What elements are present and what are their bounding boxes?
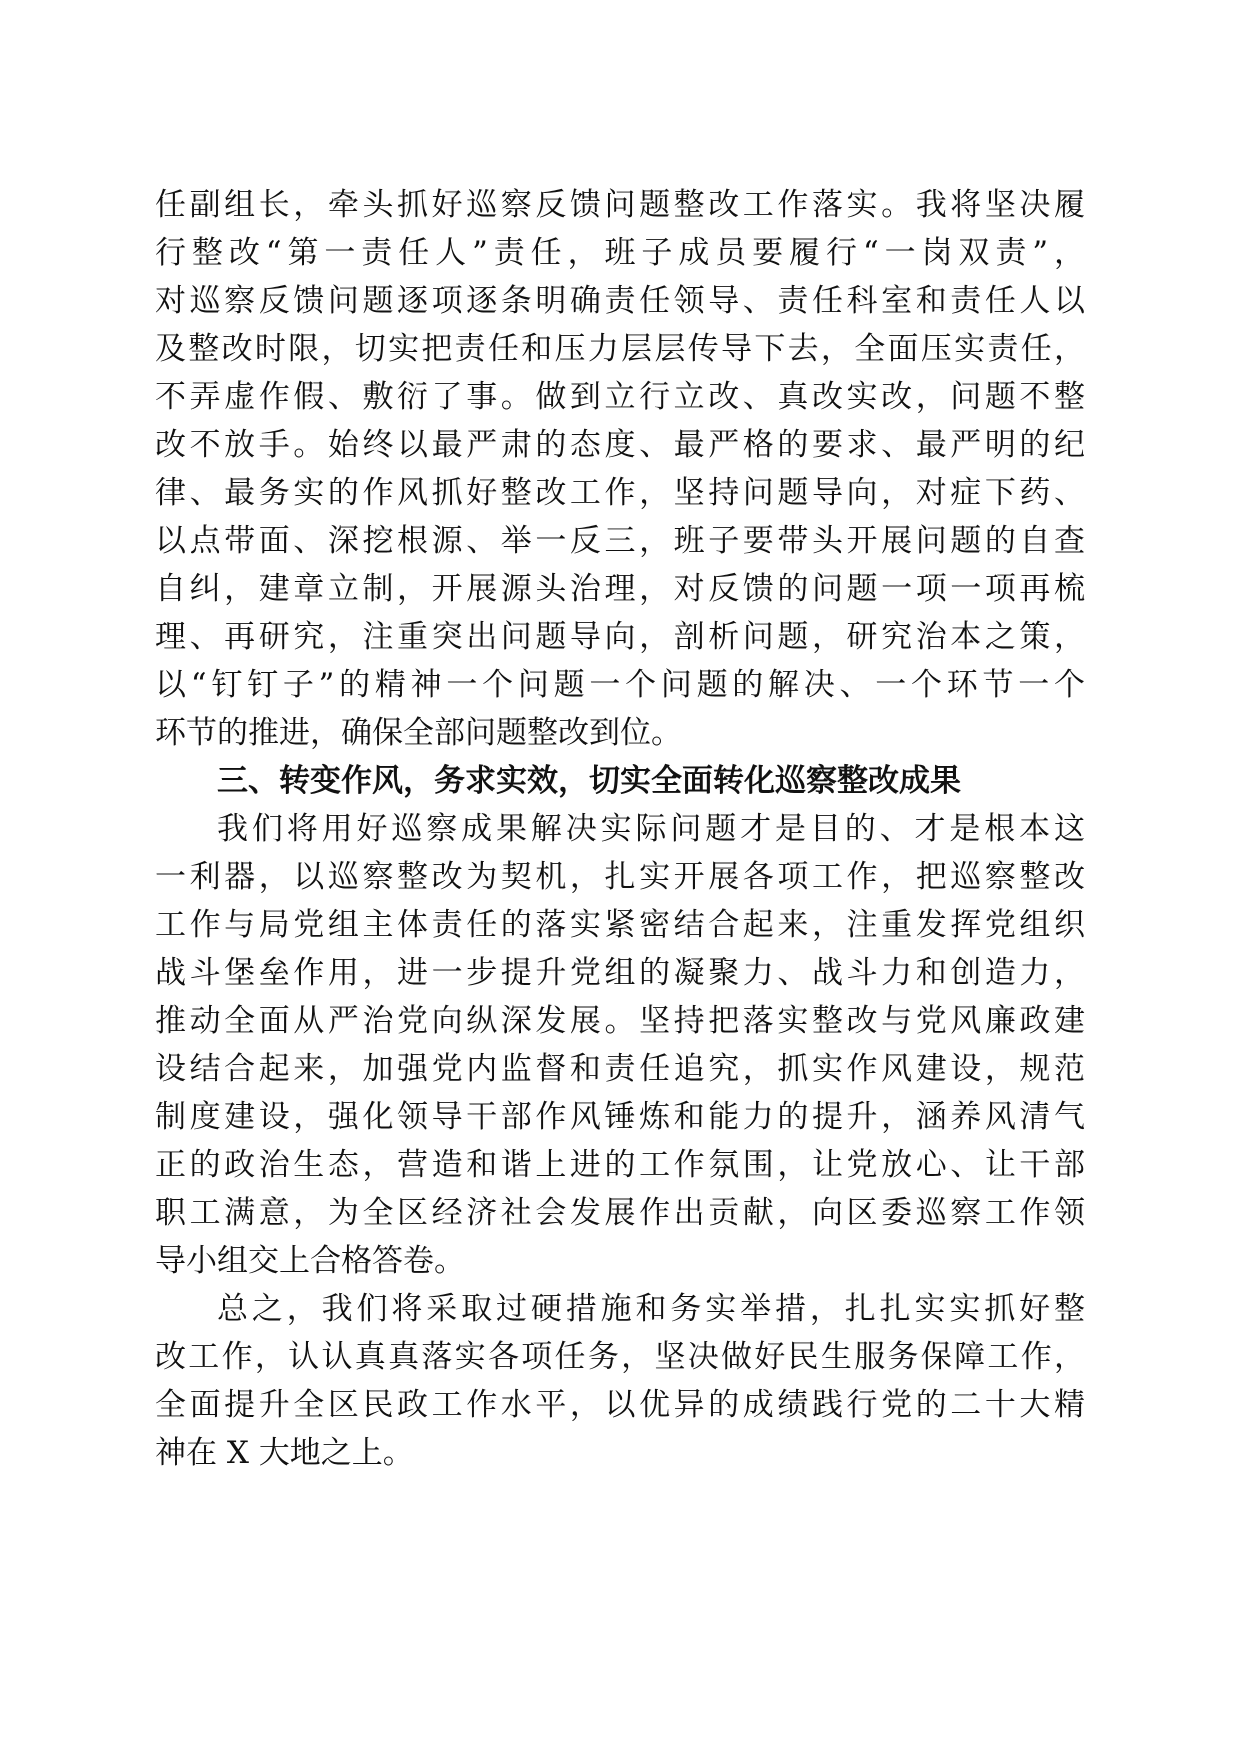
paragraph-2-line-4: 战斗堡垒作用，进一步提升党组的凝聚力、战斗力和创造力， [155, 955, 1085, 991]
paragraph-2-line-3: 工作与局党组主体责任的落实紧密结合起来，注重发挥党组织 [155, 907, 1085, 943]
paragraph-3-line-2: 改工作，认认真真落实各项任务，坚决做好民生服务保障工作， [155, 1339, 1085, 1375]
paragraph-2-line-5: 推动全面从严治党向纵深发展。坚持把落实整改与党风廉政建 [155, 1003, 1085, 1039]
paragraph-2-line-6: 设结合起来，加强党内监督和责任追究，抓实作风建设，规范 [155, 1051, 1085, 1087]
paragraph-3-line-1: 总之，我们将采取过硬措施和务实举措，扎扎实实抓好整 [217, 1291, 1085, 1327]
paragraph-1-line-7: 律、最务实的作风抓好整改工作，坚持问题导向，对症下药、 [155, 475, 1085, 511]
paragraph-1-line-3: 对巡察反馈问题逐项逐条明确责任领导、责任科室和责任人以 [155, 283, 1085, 319]
paragraph-1-line-9: 自纠，建章立制，开展源头治理，对反馈的问题一项一项再梳 [155, 571, 1085, 607]
paragraph-3-line-4: 神在 X 大地之上。 [155, 1435, 414, 1471]
paragraph-1-line-5: 不弄虚作假、敷衍了事。做到立行立改、真改实改，问题不整 [155, 379, 1085, 415]
paragraph-2-line-2: 一利器，以巡察整改为契机，扎实开展各项工作，把巡察整改 [155, 859, 1085, 895]
section-heading: 三、转变作风，务求实效，切实全面转化巡察整改成果 [217, 763, 961, 799]
paragraph-1-line-6: 改不放手。始终以最严肃的态度、最严格的要求、最严明的纪 [155, 427, 1085, 463]
paragraph-1-line-11: 以“钉钉子”的精神一个问题一个问题的解决、一个环节一个 [155, 667, 1085, 703]
paragraph-1-line-4: 及整改时限，切实把责任和压力层层传导下去，全面压实责任， [155, 331, 1085, 367]
paragraph-1-line-10: 理、再研究，注重突出问题导向，剖析问题，研究治本之策， [155, 619, 1085, 655]
paragraph-1-line-2: 行整改“第一责任人”责任，班子成员要履行“一岗双责”， [155, 235, 1085, 271]
paragraph-2-line-10: 导小组交上合格答卷。 [155, 1243, 465, 1279]
paragraph-1-line-1: 任副组长，牵头抓好巡察反馈问题整改工作落实。我将坚决履 [155, 187, 1085, 223]
paragraph-1-line-8: 以点带面、深挖根源、举一反三，班子要带头开展问题的自查 [155, 523, 1085, 559]
paragraph-2-line-9: 职工满意，为全区经济社会发展作出贡献，向区委巡察工作领 [155, 1195, 1085, 1231]
paragraph-1-line-12: 环节的推进，确保全部问题整改到位。 [155, 715, 682, 751]
paragraph-2-line-1: 我们将用好巡察成果解决实际问题才是目的、才是根本这 [217, 811, 1085, 847]
paragraph-2-line-7: 制度建设，强化领导干部作风锤炼和能力的提升，涵养风清气 [155, 1099, 1085, 1135]
paragraph-2-line-8: 正的政治生态，营造和谐上进的工作氛围，让党放心、让干部 [155, 1147, 1085, 1183]
paragraph-3-line-3: 全面提升全区民政工作水平，以优异的成绩践行党的二十大精 [155, 1387, 1085, 1423]
